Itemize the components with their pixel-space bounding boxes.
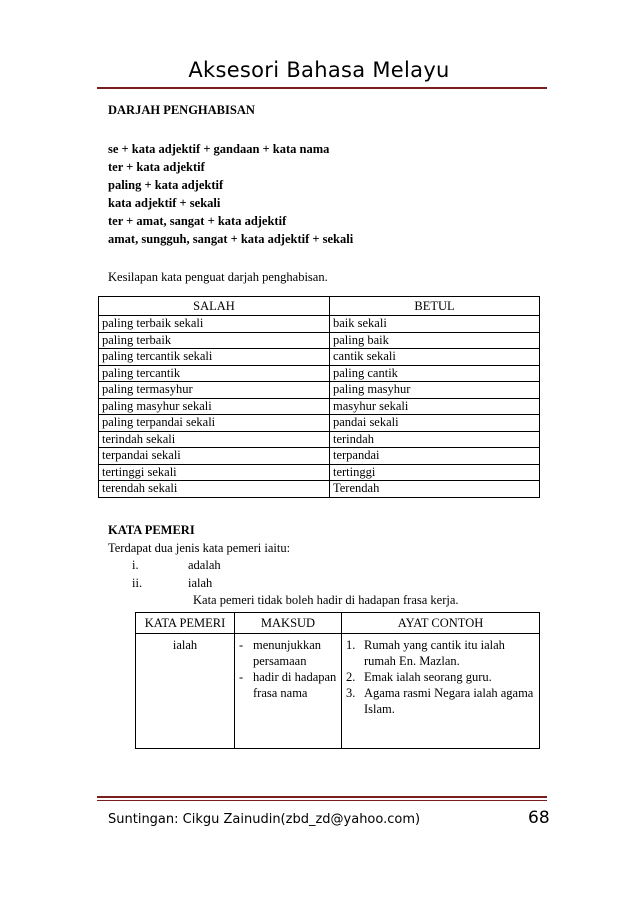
salah-cell: paling terpandai sekali xyxy=(99,415,330,432)
table-row xyxy=(99,382,540,399)
betul-cell: tertinggi xyxy=(330,464,540,481)
salah-cell: paling terbaik xyxy=(99,332,330,349)
salah-betul-table xyxy=(98,296,540,498)
list-item-number: i. xyxy=(132,558,139,572)
list-item xyxy=(346,685,535,717)
salah-cell: paling masyhur sekali xyxy=(99,398,330,415)
betul-cell: paling baik xyxy=(330,332,540,349)
darjah-note: Kesilapan kata penguat darjah penghabisan. xyxy=(108,270,328,284)
table-row xyxy=(136,634,540,749)
kata-pemeri-table xyxy=(135,612,540,749)
header-divider xyxy=(97,87,547,89)
maksud-header: MAKSUD xyxy=(235,613,342,634)
ayat-contoh-header: AYAT CONTOH xyxy=(342,613,540,634)
list-item-text: adalah xyxy=(188,558,221,572)
kata-cell: ialah xyxy=(136,634,235,749)
contoh-list xyxy=(346,637,535,717)
betul-cell: baik sekali xyxy=(330,316,540,333)
pemeri-list xyxy=(108,557,540,592)
list-bullet: - xyxy=(239,670,244,684)
list-item-text: Rumah yang cantik itu ialah rumah En. Mazlan. xyxy=(364,638,505,668)
footer-divider-thin xyxy=(97,800,547,801)
salah-cell: paling tercantik sekali xyxy=(99,349,330,366)
table-row xyxy=(99,464,540,481)
betul-cell: Terendah xyxy=(330,481,540,498)
page-header-title: Aksesori Bahasa Melayu xyxy=(188,58,450,82)
table-header-row xyxy=(136,613,540,634)
darjah-rule: paling + kata adjektif xyxy=(108,178,224,192)
betul-cell: terpandai xyxy=(330,448,540,465)
salah-cell: paling termasyhur xyxy=(99,382,330,399)
pemeri-title: KATA PEMERI xyxy=(108,523,195,537)
list-item xyxy=(108,575,540,593)
darjah-rules-list xyxy=(108,140,540,248)
table-row xyxy=(99,448,540,465)
salah-cell: terendah sekali xyxy=(99,481,330,498)
table-row xyxy=(99,365,540,382)
maksud-list xyxy=(239,637,337,701)
salah-cell: terindah sekali xyxy=(99,431,330,448)
list-item-text: menunjukkan persamaan xyxy=(253,638,322,668)
salah-cell: paling tercantik xyxy=(99,365,330,382)
table-header-row xyxy=(99,297,540,316)
darjah-rule: ter + amat, sangat + kata adjektif xyxy=(108,214,287,228)
salah-header: SALAH xyxy=(99,297,330,316)
list-item xyxy=(346,637,535,669)
darjah-rule: se + kata adjektif + gandaan + kata nama xyxy=(108,142,330,156)
table-row xyxy=(99,481,540,498)
list-item-text: hadir di hadapan frasa nama xyxy=(253,670,337,700)
pemeri-section xyxy=(108,522,540,610)
footer-divider xyxy=(97,796,547,798)
salah-cell: tertinggi sekali xyxy=(99,464,330,481)
list-item xyxy=(239,669,337,701)
list-item xyxy=(239,637,337,669)
table-row xyxy=(99,332,540,349)
contoh-cell xyxy=(342,634,540,749)
list-item-number: 3. xyxy=(346,686,356,700)
betul-cell: paling masyhur xyxy=(330,382,540,399)
salah-cell: terpandai sekali xyxy=(99,448,330,465)
list-item-text: Emak ialah seorang guru. xyxy=(364,670,492,684)
kata-pemeri-header: KATA PEMERI xyxy=(136,613,235,634)
betul-cell: terindah xyxy=(330,431,540,448)
salah-cell: paling terbaik sekali xyxy=(99,316,330,333)
page-number: 68 xyxy=(528,808,550,828)
betul-cell: paling cantik xyxy=(330,365,540,382)
betul-cell: pandai sekali xyxy=(330,415,540,432)
table-row xyxy=(99,398,540,415)
darjah-rule: ter + kata adjektif xyxy=(108,160,205,174)
darjah-rule: kata adjektif + sekali xyxy=(108,196,221,210)
table-row xyxy=(99,431,540,448)
table-row xyxy=(99,316,540,333)
maksud-cell xyxy=(235,634,342,749)
list-item-text: ialah xyxy=(188,575,213,590)
list-item-text: Agama rasmi Negara ialah agama Islam. xyxy=(364,686,534,716)
betul-cell: masyhur sekali xyxy=(330,398,540,415)
darjah-title: DARJAH PENGHABISAN xyxy=(108,103,255,117)
darjah-rule: amat, sungguh, sangat + kata adjektif + sekali xyxy=(108,232,354,246)
list-item-number: ii. xyxy=(132,575,143,590)
list-item xyxy=(346,669,535,685)
list-item xyxy=(108,557,540,575)
darjah-section xyxy=(108,103,540,286)
betul-cell: cantik sekali xyxy=(330,349,540,366)
pemeri-intro: Terdapat dua jenis kata pemeri iaitu: xyxy=(108,540,291,555)
footer-credit: Suntingan: Cikgu Zainudin(zbd_zd@yahoo.com) xyxy=(108,812,421,827)
list-item-number: 1. xyxy=(346,638,356,652)
list-bullet: - xyxy=(239,638,244,652)
table-row xyxy=(99,415,540,432)
list-item-number: 2. xyxy=(346,670,356,684)
pemeri-note: Kata pemeri tidak boleh hadir di hadapan frasa kerja. xyxy=(193,593,459,607)
table-row xyxy=(99,349,540,366)
betul-header: BETUL xyxy=(330,297,540,316)
